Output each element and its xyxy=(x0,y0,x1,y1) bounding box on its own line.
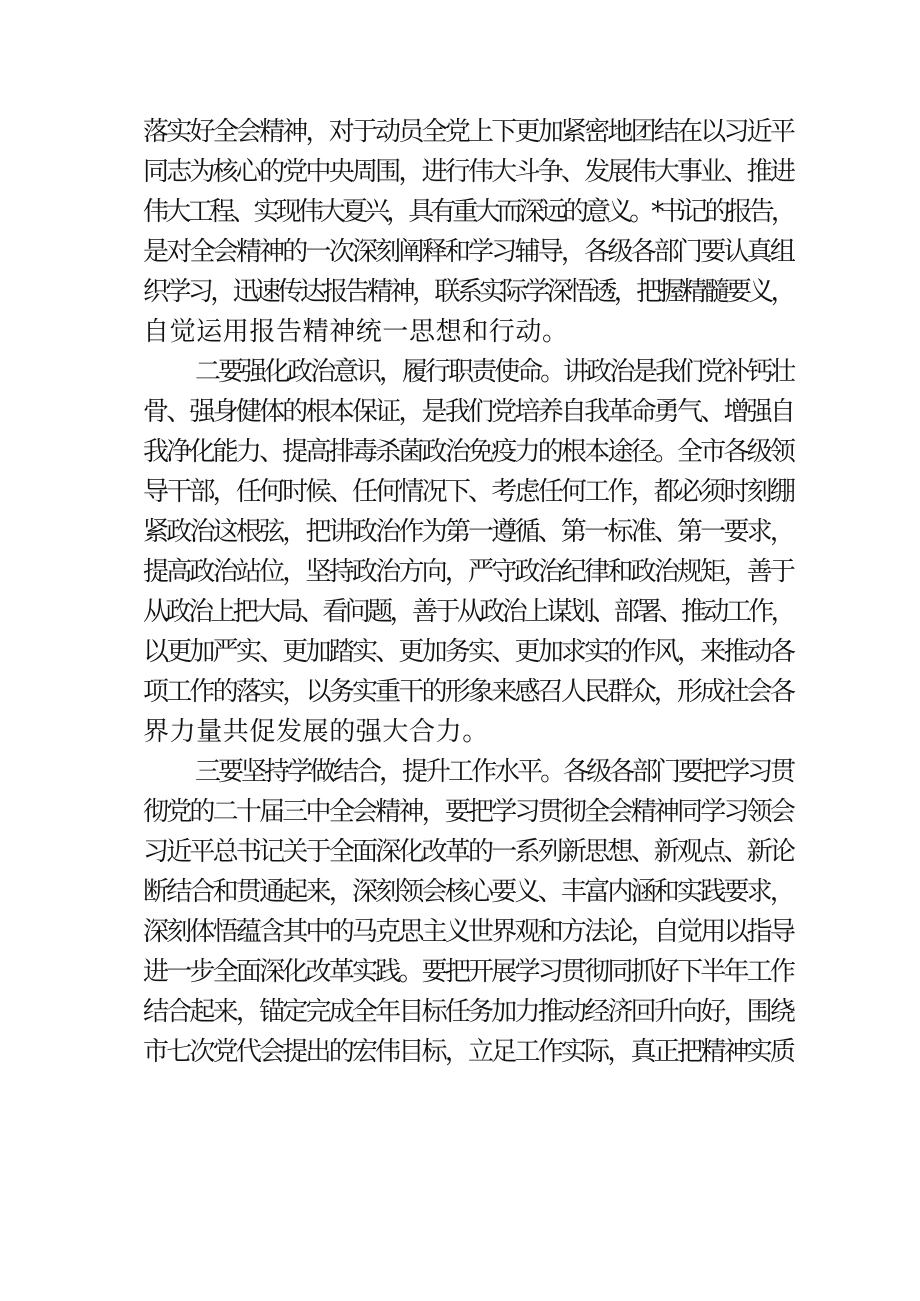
text-line: 我净化能力、提高排毒杀菌政治免疫力的根本途径。全市各级领 xyxy=(143,437,793,467)
text-line: 二要强化政治意识，履行职责使命。讲政治是我们党补钙壮 xyxy=(195,357,793,387)
text-line: 提高政治站位，坚持政治方向，严守政治纪律和政治规矩，善于 xyxy=(143,557,793,587)
text-line: 落实好全会精神，对于动员全党上下更加紧密地团结在以习近平 xyxy=(143,117,793,147)
text-line: 伟大工程、实现伟大夏兴，具有重大而深远的意义。*书记的报告， xyxy=(143,197,794,227)
text-line: 市七次党代会提出的宏伟目标，立足工作实际，真正把精神实质 xyxy=(143,1037,793,1067)
text-line: 从政治上把大局、看问题，善于从政治上谋划、部署、推动工作， xyxy=(143,597,793,627)
text-line: 以更加严实、更加踏实、更加务实、更加求实的作风，来推动各 xyxy=(143,637,793,667)
document-body xyxy=(143,112,793,1072)
paragraph-3 xyxy=(143,752,793,1072)
text-line: 同志为核心的党中央周围，进行伟大斗争、发展伟大事业、推进 xyxy=(143,157,793,187)
text-line: 自觉运用报告精神统一思想和行动。 xyxy=(143,317,569,347)
paragraph-1 xyxy=(143,112,793,352)
paragraph-2 xyxy=(143,352,793,752)
text-line: 织学习，迅速传达报告精神，联系实际学深悟透，把握精髓要义， xyxy=(143,277,793,307)
text-line: 断结合和贯通起来，深刻领会核心要义、丰富内涵和实践要求， xyxy=(143,877,793,907)
text-line: 是对全会精神的一次深刻阐释和学习辅导，各级各部门要认真组 xyxy=(143,237,793,267)
text-line: 结合起来，锚定完成全年目标任务加力推动经济回升向好，围绕 xyxy=(143,997,793,1027)
text-line: 深刻体悟蕴含其中的马克思主义世界观和方法论，自觉用以指导 xyxy=(143,917,793,947)
text-line: 骨、强身健体的根本保证，是我们党培养自我革命勇气、增强自 xyxy=(143,397,793,427)
text-line: 紧政治这根弦，把讲政治作为第一遵循、第一标准、第一要求， xyxy=(143,517,793,547)
text-line: 习近平总书记关于全面深化改革的一系列新思想、新观点、新论 xyxy=(143,837,793,867)
text-line: 进一步全面深化改革实践。要把开展学习贯彻同抓好下半年工作 xyxy=(143,957,793,987)
text-line: 导干部，任何时候、任何情况下、考虑任何工作，都必须时刻绷 xyxy=(143,477,793,507)
text-line: 三要坚持学做结合，提升工作水平。各级各部门要把学习贯 xyxy=(195,757,793,787)
text-line: 界力量共促发展的强大合力。 xyxy=(143,717,489,747)
text-line: 项工作的落实，以务实重干的形象来感召人民群众，形成社会各 xyxy=(143,677,793,707)
text-line: 彻党的二十届三中全会精神，要把学习贯彻全会精神同学习领会 xyxy=(143,797,793,827)
